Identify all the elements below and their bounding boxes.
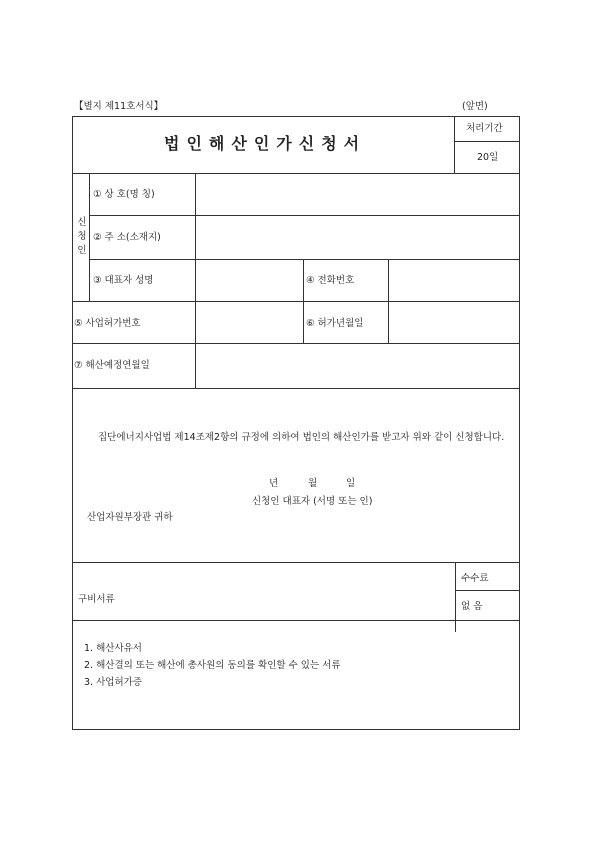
permit-number-label: ⑤ 사업허가번호	[74, 318, 141, 329]
fee-divider	[455, 562, 456, 632]
business-name-field[interactable]	[197, 175, 517, 213]
date-day-label: 일	[346, 478, 356, 489]
permit-date-label: ⑥ 허가년월일	[306, 318, 364, 329]
list-item: 2. 해산결의 또는 해산에 총사원의 동의를 확인할 수 있는 서류	[84, 660, 341, 671]
address-field[interactable]	[197, 217, 517, 258]
application-statement: 집단에너지사업법 제14조제2항의 규정에 의하여 법인의 해산인가를 받고자 위와 같이 신청합니다.	[98, 432, 505, 443]
form-border-top	[72, 116, 520, 117]
required-documents-label: 구비서류	[78, 594, 115, 605]
dissolution-date-field[interactable]	[197, 345, 517, 386]
row-divider-3	[72, 301, 520, 302]
business-name-label: ① 상 호(명 칭)	[93, 189, 155, 200]
label-value-divider	[195, 173, 196, 388]
row-divider-5	[72, 388, 520, 389]
phone-number-label: ④ 전화번호	[306, 275, 355, 286]
form-title: 법인해산인가신청서	[164, 134, 367, 153]
title-bottom-line	[72, 173, 520, 174]
form-border-right	[519, 116, 520, 730]
applicant-signature-line: 신청인 대표자 (서명 또는 인)	[252, 496, 373, 507]
processing-period-label: 처리기간	[466, 123, 503, 134]
fee-label: 수수료	[461, 573, 489, 584]
representative-name-label: ③ 대표자 성명	[93, 275, 154, 286]
row-divider-4	[72, 343, 520, 344]
applicant-group-label: 신청인	[77, 217, 87, 256]
fee-value: 없 음	[461, 601, 483, 612]
processing-divider	[454, 141, 519, 142]
row-divider-7	[72, 620, 520, 621]
dissolution-date-label: ⑦ 해산예정연월일	[74, 360, 150, 371]
list-item: 1. 해산사유서	[84, 643, 142, 654]
form-border-left	[72, 116, 73, 730]
address-label: ② 주 소(소재지)	[93, 232, 161, 243]
row-divider-6	[72, 562, 520, 563]
row-divider-1	[89, 215, 520, 216]
list-item: 3. 사업허가증	[84, 677, 142, 688]
representative-name-field[interactable]	[197, 261, 301, 299]
fee-row-divider	[455, 590, 520, 591]
phone-number-field[interactable]	[390, 261, 517, 299]
permit-number-field[interactable]	[197, 303, 301, 341]
title-divider	[454, 116, 455, 173]
applicant-group-divider	[89, 173, 90, 301]
form-border-bottom	[72, 729, 520, 730]
page-side-label: (앞면)	[462, 101, 488, 112]
permit-date-field[interactable]	[390, 303, 517, 341]
date-month-label: 월	[308, 478, 318, 489]
form-number-label: 【별지 제11호서식】	[74, 101, 164, 112]
recipient-label: 산업자원부장관 귀하	[87, 512, 173, 523]
row-divider-2	[89, 259, 520, 260]
processing-period-value: 20일	[477, 152, 499, 163]
date-year-label: 년	[269, 478, 279, 489]
